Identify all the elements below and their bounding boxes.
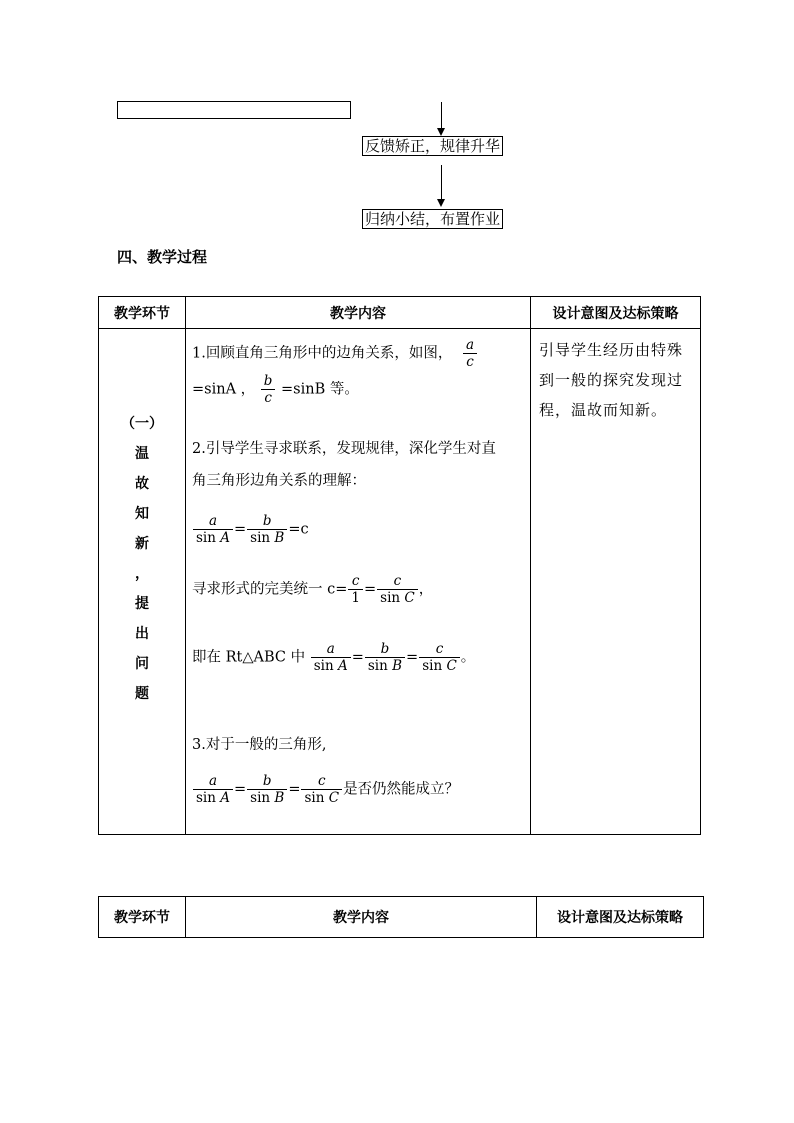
stage-char: 温	[135, 446, 149, 462]
fraction-b-over-sinB: $\frac{b}{\text{sin B}}$	[365, 641, 405, 674]
flow-box-feedback: 反馈矫正，规律升华	[362, 136, 503, 156]
content-p2a: 2.引导学生寻求联系，发现规律，深化学生对直	[192, 441, 496, 457]
stage-char: 知	[135, 506, 149, 522]
header-content: 教学内容	[186, 297, 531, 329]
flow-arrow-2	[441, 165, 442, 201]
stage-cell	[99, 329, 186, 835]
section-title: 四、教学过程	[117, 248, 208, 266]
content-p5-prefix: 即在 Rt△ABC 中	[192, 649, 306, 666]
flow-arrow-1	[441, 102, 442, 129]
stage-char: ，	[135, 566, 149, 582]
content-p5-suffix: 。	[460, 649, 476, 666]
header-design: 设计意图及达标策略	[531, 297, 701, 329]
fraction-c-over-sinC: $\frac{c}{\text{sin C}}$	[301, 773, 342, 806]
fraction-b-over-sinB: $\frac{b}{\text{sin B}}$	[247, 773, 287, 806]
fraction-c-over-1: $\frac{c}{1}$	[348, 573, 363, 606]
stage-char: 出	[135, 626, 149, 642]
header-design: 设计意图及达标策略	[537, 897, 704, 938]
design-text: 引导学生经历由特殊到一般的探究发现过程，温故而知新。	[539, 341, 684, 419]
fraction-c-over-sinC: $\frac{c}{\text{sin C}}$	[419, 641, 460, 674]
flow-box-summary: 归纳小结，布置作业	[362, 209, 503, 229]
fraction-c-over-sinC: $\frac{c}{\text{sin C}}$	[377, 573, 418, 606]
content-p1b-mid: =sinB 等。	[281, 381, 359, 398]
fraction-a-over-sinA: $\frac{a}{\text{sin A}}$	[193, 773, 233, 806]
stage-char: 问	[135, 656, 149, 672]
flow-arrowhead-2	[437, 199, 445, 207]
fraction-b-over-c: $\frac{b}{c}$	[261, 373, 276, 406]
empty-flow-box	[117, 101, 351, 119]
fraction-b-over-sinB: $\frac{b}{\text{sin B}}$	[247, 513, 287, 546]
teaching-process-table-2	[98, 896, 704, 938]
stage-char: 新	[135, 536, 149, 552]
fraction-a-over-c: $\frac{a}{c}$	[463, 337, 477, 370]
fraction-a-over-sinA: $\frac{a}{\text{sin A}}$	[193, 513, 233, 546]
stage-char: （一）	[121, 416, 163, 432]
content-p1a: 1.回顾直角三角形中的边角关系，如图，	[192, 345, 453, 362]
stage-char: 题	[135, 686, 149, 702]
content-p4-prefix: 寻求形式的完美统一 c=	[192, 581, 348, 598]
content-p7-suffix: 是否仍然能成立？	[343, 781, 460, 798]
content-p3-eq: =c	[288, 521, 309, 538]
content-p2b: 角三角形边角关系的理解：	[192, 473, 366, 489]
content-p1b-prefix: =sinA ，	[192, 381, 256, 398]
header-stage: 教学环节	[99, 297, 186, 329]
teaching-process-table	[98, 296, 701, 835]
content-p4-suffix: ，	[418, 581, 434, 598]
fraction-a-over-sinA: $\frac{a}{\text{sin A}}$	[311, 641, 351, 674]
stage-char: 故	[135, 476, 149, 492]
stage-char: 提	[135, 596, 149, 612]
content-cell: 1.回顾直角三角形中的边角关系，如图， $\frac{a}{c}$ =sinA ， $\frac{b}{c}$ =sinB 等。 2.引导学生寻求联系，发现规律，深化学生对直 角三角形边角关系的理解： $\frac{a}{\text{sin A}}$ = $\frac{b}{\text{sin B}}$ =c 寻求形式的完美统一 c= $\frac{c}{1}$ = $\frac{c}{\text{sin C}}$ ， 即在 Rt△ABC 中 $\frac{a}{\text{sin A}}$ = $\frac{b}{\text{sin B}}$ = $\frac{c}{\text{sin C}}$ 。 3.对于一般的三角形, $\frac{a}{\text{sin A}}$ = $\frac{b}{\text{sin B}}$ = $\frac{c}{\text{sin C}}$ 是否仍然能成立？	[186, 329, 531, 835]
header-content: 教学内容	[186, 897, 537, 938]
content-p6: 3.对于一般的三角形,	[192, 737, 327, 753]
design-cell	[531, 329, 701, 835]
header-stage: 教学环节	[99, 897, 186, 938]
flow-arrowhead-1	[437, 128, 445, 136]
